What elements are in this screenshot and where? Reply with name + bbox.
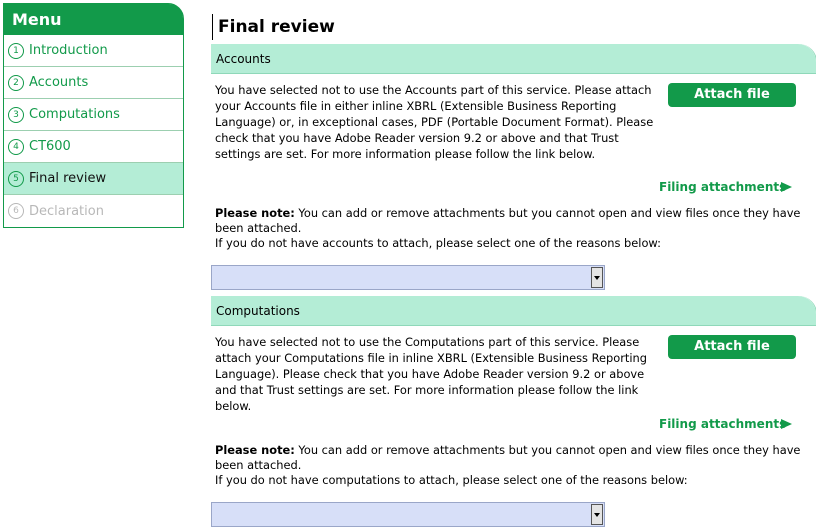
menu-item-declaration [4,195,183,227]
step-number-icon: 4 [8,139,24,155]
note-label: Please note: [215,443,295,457]
accounts-note [215,206,805,236]
accounts-attach-file-button[interactable]: Attach file [668,83,796,107]
menu-item-label: Computations [29,107,120,122]
computations-attach-file-button[interactable]: Attach file [668,335,796,359]
menu-title: Menu [4,4,183,35]
menu-item-accounts[interactable] [4,67,183,99]
computations-filing-attachments-link[interactable]: Filing attachments [659,417,787,431]
menu-item-computations[interactable] [4,99,183,131]
play-arrow-icon[interactable] [781,419,792,429]
accounts-panel [211,44,816,294]
computations-description: You have selected not to use the Computations part of this service. Please attach your Computations file in inline XBRL (Extensible Business Reporting Language). Please check that you have Adobe Reader version 9.2 or above and that Trust settings are set. For more information please follow the link below. [215,335,647,413]
menu-item-introduction[interactable] [4,35,183,67]
menu-item-label: Declaration [29,203,104,219]
menu-item-label: Final review [29,171,107,186]
note-label: Please note: [215,206,295,220]
page-title: Final review [212,14,335,40]
note-text: You can add or remove attachments but you cannot open and view files once they have been attached. [215,206,801,235]
accounts-reason-prompt: If you do not have accounts to attach, please select one of the reasons below: [215,236,661,250]
accounts-reason-select[interactable] [211,265,605,290]
computations-reason-select[interactable] [211,502,605,527]
play-arrow-icon[interactable] [781,182,792,192]
computations-note [215,443,805,473]
chevron-down-icon[interactable] [591,267,603,288]
step-number-icon: 3 [8,107,24,123]
chevron-down-icon[interactable] [591,504,603,525]
step-number-icon: 2 [8,75,24,91]
computations-panel-heading: Computations [211,296,816,326]
sidebar-menu [3,3,184,228]
accounts-description: You have selected not to use the Accounts part of this service. Please attach your Accounts file in either inline XBRL (Extensible Business Reporting Language) or, in exceptional cases, PDF (Portable Document Format). Please check that you have Adobe Reader version 9.2 or above and that Trust settings are set. For more information please follow the link below. [215,83,654,161]
step-number-icon: 5 [8,171,24,187]
accounts-panel-heading: Accounts [211,44,816,74]
computations-panel [211,296,816,530]
menu-item-ct600[interactable] [4,131,183,163]
computations-reason-prompt: If you do not have computations to attach, please select one of the reasons below: [215,473,688,487]
note-text: You can add or remove attachments but you cannot open and view files once they have been attached. [215,443,801,472]
menu-item-final-review[interactable] [4,163,183,195]
step-number-icon: 1 [8,43,24,59]
menu-item-label: Introduction [29,43,108,58]
accounts-filing-attachments-link[interactable]: Filing attachments [659,180,787,194]
menu-item-label: Accounts [29,75,89,90]
menu-item-label: CT600 [29,139,71,154]
step-number-icon: 6 [8,203,24,219]
